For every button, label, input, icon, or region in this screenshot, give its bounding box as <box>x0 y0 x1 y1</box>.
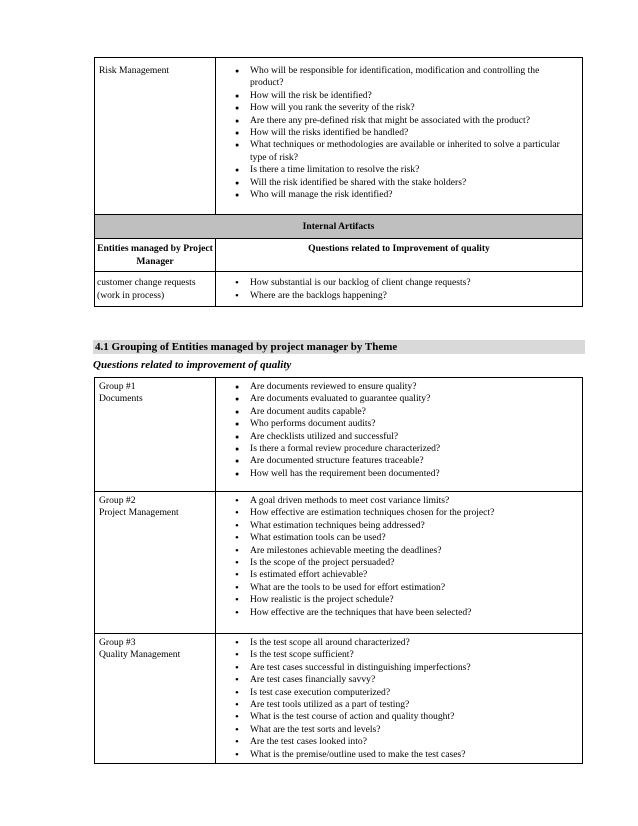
list-item: • Are test cases financially savvy? <box>227 674 572 686</box>
list-item: ● Who performs document audits? <box>227 418 572 430</box>
list-item: • How effective are estimation techniques chosen for the project? <box>227 507 572 519</box>
group-number: Group #1 <box>99 381 136 392</box>
list-item: • Are test tools utilized as a part of testing? <box>227 699 572 711</box>
list-item: • Is the test scope sufficient? <box>227 649 572 661</box>
list-item: ● Is there a formal review procedure characterized? <box>227 443 572 455</box>
list-item: ● Are documents evaluated to guarantee quality? <box>227 393 572 405</box>
list-item: ● Are documents reviewed to ensure quality? <box>227 381 572 393</box>
list-item: • How realistic is the project schedule? <box>227 594 572 606</box>
list-item: • Is the test scope all around characterized? <box>227 637 572 649</box>
list-item: • How substantial is our backlog of client change requests? <box>227 277 572 289</box>
risk-question-list <box>227 65 572 201</box>
list-item: • A goal driven methods to meet cost variance limits? <box>227 495 572 507</box>
groups-table <box>94 377 583 764</box>
list-item: • What is the premise/outline used to make the test cases? <box>227 749 572 761</box>
group-name: Quality Management <box>99 649 181 661</box>
section-subheading: Questions related to improvement of quality <box>93 359 292 371</box>
list-item: • Is test case execution computerized? <box>227 687 572 699</box>
group-row-project-management <box>95 492 583 634</box>
table-header-row <box>95 239 583 272</box>
list-item: • Are milestones achievable meeting the deadlines? <box>227 545 572 557</box>
group-question-list <box>227 637 572 761</box>
list-item: • Is the scope of the project persuaded? <box>227 557 572 569</box>
group-name: Project Management <box>99 507 179 519</box>
list-item: ● How will you rank the severity of the risk? <box>227 102 572 114</box>
list-item: • What are the tools to be used for effort estimation? <box>227 582 572 594</box>
list-item: • What estimation techniques being addressed? <box>227 520 572 532</box>
group-name: Documents <box>99 393 143 405</box>
change-question-list <box>227 277 572 302</box>
band-title: Internal Artifacts <box>95 215 583 239</box>
change-requests-label: customer change requests (work in process) <box>95 272 216 307</box>
list-item: ● Are there any pre-defined risk that might be associated with the product? <box>227 115 572 127</box>
list-item: ● What techniques or methodologies are available or inherited to solve a particular type of risk? <box>227 139 572 164</box>
risk-management-label: Risk Management <box>95 58 216 215</box>
list-item: ● Are document audits capable? <box>227 406 572 418</box>
internal-artifacts-band <box>95 215 583 239</box>
group-row-documents <box>95 378 583 492</box>
list-item: ● Is there a time limitation to resolve the risk? <box>227 164 572 176</box>
list-item: • Are test cases successful in distinguishing imperfections? <box>227 662 572 674</box>
risk-management-row <box>95 58 583 215</box>
change-requests-row <box>95 272 583 307</box>
list-item: ● How will the risk be identified? <box>227 90 572 102</box>
list-item: ● Will the risk identified be shared with the stake holders? <box>227 177 572 189</box>
internal-artifacts-table <box>94 57 583 307</box>
list-item: ● How will the risks identified be handled? <box>227 127 572 139</box>
group-question-list <box>227 495 572 619</box>
list-item: ● Are checklists utilized and successful? <box>227 431 572 443</box>
section-heading: 4.1 Grouping of Entities managed by project manager by Theme <box>93 340 585 354</box>
list-item: ● Who will be responsible for identification, modification and controlling the product? <box>227 65 572 90</box>
list-item: • Is estimated effort achievable? <box>227 569 572 581</box>
list-item: • Are the test cases looked into? <box>227 736 572 748</box>
group-number: Group #3 <box>99 637 136 648</box>
list-item: ● How well has the requirement been documented? <box>227 468 572 480</box>
list-item: • What estimation tools can be used? <box>227 532 572 544</box>
list-item: ● Who will manage the risk identified? <box>227 189 572 201</box>
group-question-list <box>227 381 572 480</box>
list-item: • Where are the backlogs happening? <box>227 290 572 302</box>
group-row-quality-management <box>95 634 583 764</box>
header-entities: Entities managed by Project Manager <box>95 239 216 272</box>
list-item: • What is the test course of action and quality thought? <box>227 711 572 723</box>
list-item: ● Are documented structure features traceable? <box>227 455 572 467</box>
header-questions: Questions related to Improvement of quality <box>216 239 583 272</box>
list-item: • What are the test sorts and levels? <box>227 724 572 736</box>
list-item: • How effective are the techniques that have been selected? <box>227 607 572 619</box>
group-number: Group #2 <box>99 495 136 506</box>
